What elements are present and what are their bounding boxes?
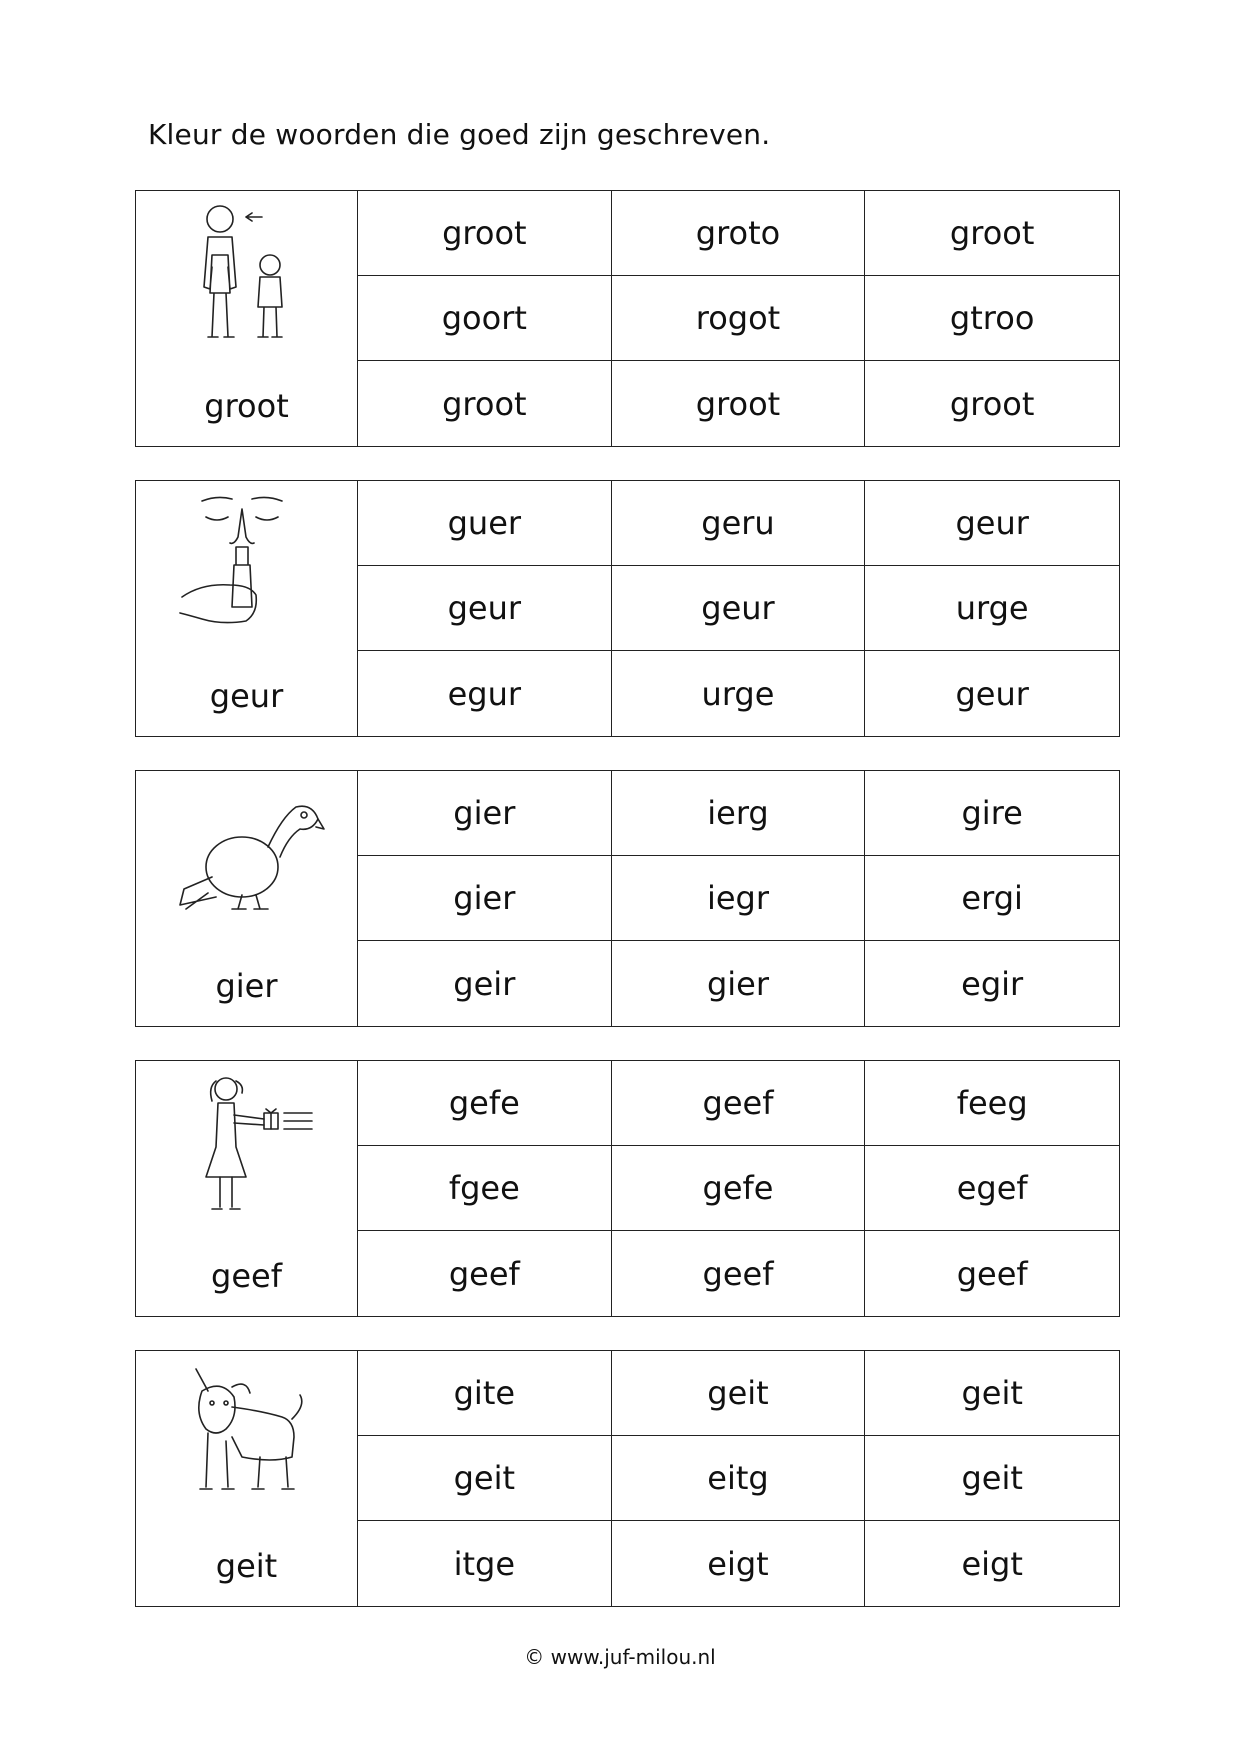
copyright-footer: © www.juf-milou.nl [524,1645,716,1669]
word-option[interactable]: geef [956,1254,1028,1293]
nose-smelling-bottle-icon [172,487,322,647]
picture-cell [136,191,358,446]
word-option[interactable]: geur [865,481,1119,566]
word-option[interactable]: ierg [612,771,866,856]
word-option[interactable]: eitg [612,1436,866,1521]
word-option[interactable]: egur [358,651,612,736]
word-option[interactable]: groot [865,191,1119,276]
word-option[interactable]: eigt [612,1521,866,1606]
exercise-block-geit [135,1350,1120,1607]
word-option[interactable]: groot [358,191,612,276]
exercise-block-geef [135,1060,1120,1317]
word-option[interactable]: geur [612,566,866,651]
word-options-grid [358,481,1119,736]
word-option[interactable]: fgee [358,1146,612,1231]
word-option[interactable]: iegr [612,856,866,941]
word-option[interactable]: geit [865,1351,1119,1436]
vulture-icon [172,777,332,937]
word-option[interactable]: geef [358,1231,612,1316]
word-option[interactable]: gefe [612,1146,866,1231]
target-word: gier [215,967,278,1005]
exercise-block-geur [135,480,1120,737]
word-options-grid [358,771,1119,1026]
word-option[interactable]: groot [612,361,866,446]
word-option[interactable]: itge [358,1521,612,1606]
word-option[interactable]: feeg [865,1061,1119,1146]
word-option[interactable]: ergi [865,856,1119,941]
word-options-grid [358,1061,1119,1316]
word-option[interactable]: geur [955,674,1029,713]
word-option[interactable]: gire [865,771,1119,856]
picture-cell [136,481,358,736]
target-word: geef [211,1257,282,1295]
picture-cell [136,1061,358,1316]
word-option[interactable]: geef [612,1061,866,1146]
word-option[interactable]: geir [358,941,612,1026]
word-option[interactable]: urge [612,651,866,736]
word-option[interactable]: gier [358,771,612,856]
picture-cell [136,771,358,1026]
word-option[interactable]: egir [961,964,1024,1003]
word-option[interactable]: gtroo [865,276,1119,361]
word-option[interactable]: geur [358,566,612,651]
picture-cell [136,1351,358,1606]
exercise-block-gier [135,770,1120,1027]
exercise-block-groot [135,190,1120,447]
target-word: geit [215,1547,278,1585]
word-option[interactable]: groot [949,384,1035,423]
tall-man-and-boy-icon [172,197,322,357]
word-option[interactable]: groto [612,191,866,276]
girl-giving-present-icon [172,1067,332,1227]
goat-icon [172,1357,332,1517]
word-option[interactable]: urge [865,566,1119,651]
word-option[interactable]: gier [358,856,612,941]
word-options-grid [358,1351,1119,1606]
instruction-text: Kleur de woorden die goed zijn geschreven. [148,118,771,151]
word-option[interactable]: egef [865,1146,1119,1231]
word-option[interactable]: groot [358,361,612,446]
word-option[interactable]: geit [358,1436,612,1521]
word-option[interactable]: gefe [358,1061,612,1146]
word-option[interactable]: goort [358,276,612,361]
target-word: groot [204,387,289,425]
word-option[interactable]: geit [865,1436,1119,1521]
word-options-grid [358,191,1119,446]
word-option[interactable]: geru [612,481,866,566]
word-option[interactable]: guer [358,481,612,566]
word-option[interactable]: eigt [961,1544,1023,1583]
target-word: geur [209,677,284,715]
word-option[interactable]: geef [612,1231,866,1316]
word-option[interactable]: geit [612,1351,866,1436]
word-option[interactable]: gier [612,941,866,1026]
word-option[interactable]: rogot [612,276,866,361]
word-option[interactable]: gite [358,1351,612,1436]
